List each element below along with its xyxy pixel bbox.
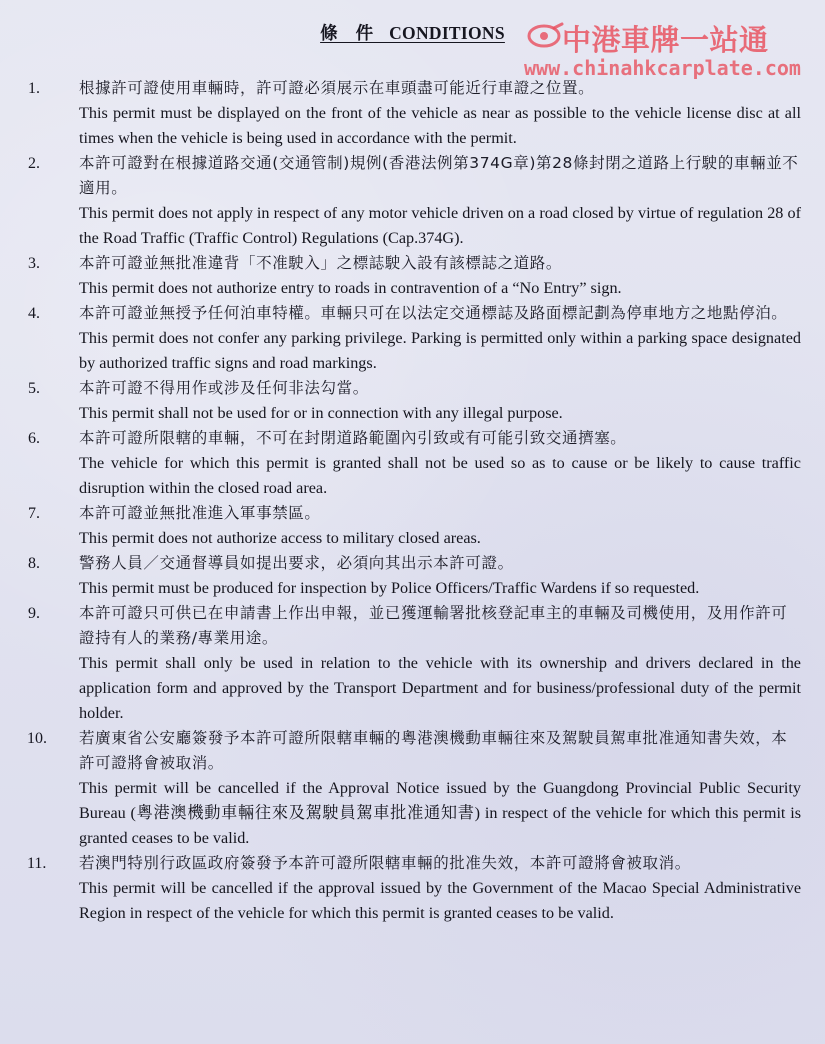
condition-number: 8. [28,555,40,572]
condition-text-english: This permit does not confer any parking privilege. Parking is permitted only within a parking space designated by authorized traffic signs and road markings. [79,329,801,372]
condition-number: 2. [28,155,40,172]
condition-item [0,851,825,926]
condition-item [0,251,825,301]
condition-item [0,426,825,501]
condition-text-english: This permit must be produced for inspection by Police Officers/Traffic Wardens if so requested. [79,579,700,597]
watermark-url: www.chinahkcarplate.com [524,56,801,80]
condition-text-chinese: 本許可證並無授予任何泊車特權。車輛只可在以法定交通標誌及路面標記劃為停車地方之地點停泊。 [79,304,788,322]
condition-item [0,301,825,376]
condition-text-english: This permit will be cancelled if the approval issued by the Government of the Macao Special Administrative Region in respect of the vehicle for which this permit is granted ceases to be valid. [79,879,801,922]
watermark-site-name: 中港車牌一站通 [562,23,769,57]
condition-item [0,376,825,426]
condition-number: 7. [28,505,40,522]
condition-number: 4. [28,305,40,322]
condition-text-chinese: 根據許可證使用車輛時，許可證必須展示在車頭盡可能近行車證之位置。 [79,79,595,97]
condition-text-chinese: 本許可證並無批准進入軍事禁區。 [79,504,321,522]
condition-text-chinese: 本許可證對在根據道路交通(交通管制)規例(香港法例第374G章)第28條封閉之道路上行駛的車輛並不適用。 [79,154,799,197]
condition-text-english: This permit must be displayed on the front of the vehicle as near as possible to the vehicle license disc at all times when the vehicle is being used in accordance with the permit. [79,104,801,147]
condition-text-english: The vehicle for which this permit is granted shall not be used so as to cause or be likely to cause traffic disruption within the closed road area. [79,454,801,497]
conditions-list [0,76,825,926]
condition-text-english: This permit does not authorize access to military closed areas. [79,529,481,547]
condition-item [0,501,825,551]
condition-number: 9. [28,605,40,622]
condition-item [0,551,825,601]
title-english: CONDITIONS [389,23,505,43]
condition-text-english: This permit shall not be used for or in connection with any illegal purpose. [79,404,563,422]
car-plate-logo-icon [524,22,564,50]
condition-number: 6. [28,430,40,447]
condition-text-english: This permit does not authorize entry to roads in contravention of a “No Entry” sign. [79,279,622,297]
condition-text-chinese: 本許可證並無批准違背「不准駛入」之標誌駛入設有該標誌之道路。 [79,254,563,272]
title-chinese: 條件 [320,23,392,43]
condition-text-chinese: 若廣東省公安廳簽發予本許可證所限轄車輛的粵港澳機動車輛往來及駕駛員駕車批准通知書失效，本許可證將會被取消。 [79,729,788,772]
condition-text-chinese: 警務人員／交通督導員如提出要求，必須向其出示本許可證。 [79,554,514,572]
condition-item [0,726,825,851]
condition-item [0,151,825,251]
condition-text-chinese: 本許可證只可供已在申請書上作出申報，並已獲運輸署批核登記車主的車輛及司機使用，及用作許可證持有人的業務/專業用途。 [79,604,788,647]
condition-number: 10. [27,730,47,747]
condition-number: 1. [28,80,40,97]
condition-item [0,601,825,726]
condition-text-chinese: 本許可證不得用作或涉及任何非法勾當。 [79,379,369,397]
condition-text-english: This permit will be cancelled if the Approval Notice issued by the Guangdong Provincial Public Security Bureau (粵港澳機動車輛往來及駕駛員駕車批准通知書) in respect of the vehicle for which this permit is granted ceases to be valid. [79,779,801,847]
condition-text-english: This permit shall only be used in relation to the vehicle with its ownership and drivers declared in the application form and approved by the Transport Department and for business/professional duty of the permit holder. [79,654,801,722]
condition-number: 5. [28,380,40,397]
condition-number: 11. [27,855,47,872]
condition-text-english: This permit does not apply in respect of any motor vehicle driven on a road closed by virtue of regulation 28 of the Road Traffic (Traffic Control) Regulations (Cap.374G). [79,204,801,247]
condition-item [0,76,825,151]
watermark [524,18,814,82]
condition-text-chinese: 若澳門特別行政區政府簽發予本許可證所限轄車輛的批准失效，本許可證將會被取消。 [79,854,691,872]
condition-number: 3. [28,255,40,272]
condition-text-chinese: 本許可證所限轄的車輛，不可在封閉道路範圍內引致或有可能引致交通擠塞。 [79,429,627,447]
